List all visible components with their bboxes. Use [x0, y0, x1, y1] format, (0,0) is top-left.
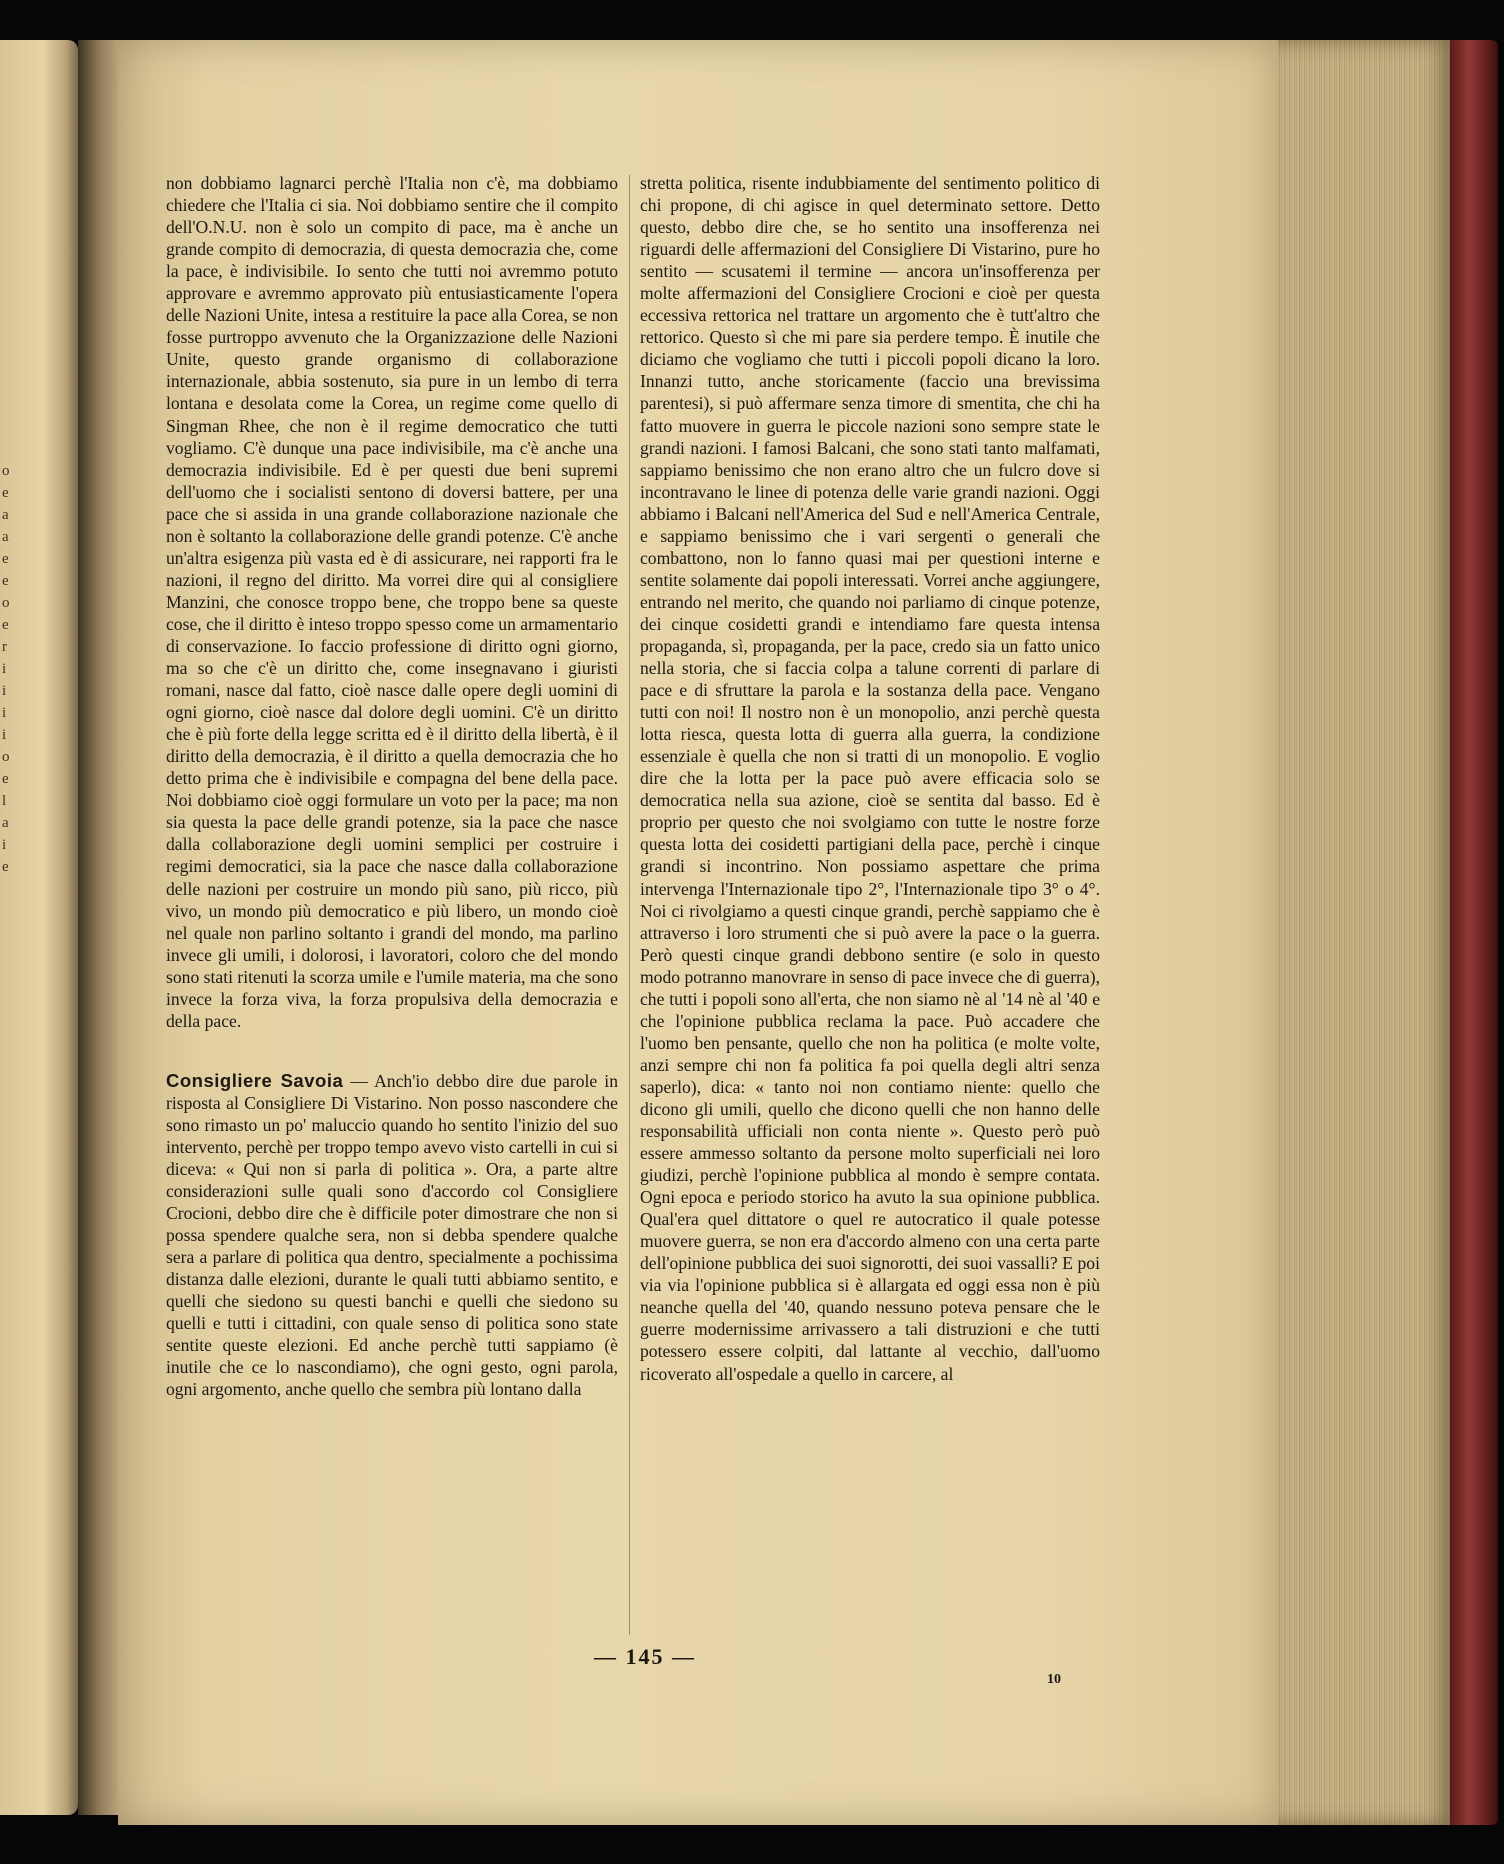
edge-letter: e	[2, 617, 9, 633]
paragraph-left-2	[166, 1070, 618, 1401]
page-number: — 145 —	[594, 1644, 696, 1669]
edge-letter: o	[2, 595, 10, 611]
left-page-cut-text	[2, 460, 22, 1660]
edge-letter: e	[2, 859, 9, 875]
column-divider	[629, 175, 630, 1635]
right-text-column	[640, 172, 1100, 1385]
page-edges-stack	[1270, 40, 1450, 1825]
edge-letter: a	[2, 529, 9, 545]
signature-mark: 10	[1047, 1672, 1061, 1687]
edge-letter: i	[2, 683, 7, 699]
edge-letter: e	[2, 551, 9, 567]
edge-letter: e	[2, 771, 9, 787]
edge-letter: o	[2, 749, 10, 765]
edge-letter: i	[2, 837, 7, 853]
edge-letter: e	[2, 485, 9, 501]
paragraph-left-1: non dobbiamo lagnarci perchè l'Italia non c'è, ma dobbiamo chiedere che l'Italia ci sia. Noi dobbiamo sentire che il compito dell'O.N.U. non è solo un compito di pace, ma è anche un grande compito di democrazia, di questa democrazia che, come la pace, è indivisibile. Io sento che tutti noi avremmo potuto approvare e avremmo approvato più entusiasticamente l'opera delle Nazioni Unite, intesa a restituire la pace alla Corea, se non fosse purtroppo avvenuto che la Organizzazione delle Nazioni Unite, questo grande organismo di collaborazione internazionale, abbia sostenuto, sia pure in un lembo di terra lontana e desolata come la Corea, un regime come quello di Singman Rhee, che non è il regime democratico che tutti vogliamo. C'è dunque una pace indivisibile, ma c'è anche una democrazia indivisibile. Ed è per questi due beni supremi dell'uomo che i socialisti sentono di doversi battere, per una pace che si assida in una grande collaborazione nazionale che non è soltanto la collaborazione delle grandi potenze. C'è anche un'altra esigenza più vasta ed è di assicurare, nei rapporti fra le nazioni, il regno del diritto. Ma vorrei dire qui al consigliere Manzini, che conosce troppo bene, che troppo bene sa queste cose, che il diritto è inteso troppo spesso come un armamentario di conservazione. Io faccio professione di diritto ogni giorno, ma so che c'è un diritto che, come insegnavano i giuristi romani, nasce dal fatto, cioè nasce dalle opere degli uomini di ogni giorno, cioè nasce dal dolore degli uomini. C'è un diritto che è più forte della legge scritta ed è il diritto della libertà, è il diritto della democrazia, è il diritto a quella democrazia che ho detto prima che è indivisibile e compagna del bene della pace. Noi dobbiamo cioè oggi formulare un voto per la pace; ma non sia questa la pace delle grandi potenze, sia la pace che nasce dalla collaborazione degli uomini semplici per costruire i regimi democratici, sia la pace che nasce dalla collaborazione delle nazioni per costruire un mondo più sano, più ricco, più vivo, un mondo più democratico e più libero, un mondo cioè nel quale non parlino soltanto i grandi del mondo, ma parlino invece gli umili, i dolorosi, i lavoratori, coloro che del mondo sono stati ritenuti la scorza umile e l'umile materia, ma che sono invece la forza viva, la forza propulsiva della democrazia e della pace.	[166, 173, 618, 1031]
paragraph-gap	[166, 1032, 618, 1070]
book-cover-edge	[1450, 40, 1498, 1825]
edge-letter: o	[2, 463, 10, 479]
paragraph-right-1: stretta politica, risente indubbiamente del sentimento politico di chi propone, di chi agisce in quel determinato settore. Detto questo, debbo dire che, se ho sentito una insofferenza nei riguardi delle affermazioni del Consigliere Di Vistarino, pure ho sentito — scusatemi il termine — ancora un'insofferenza per molte affermazioni del Consigliere Crocioni e cioè per questa eccessiva rettorica nel trattare un argomento che è tutt'altro che rettorico. Questo sì che mi pare sia perdere tempo. È inutile che diciamo che vogliamo che tutti i piccoli popoli dicano la loro. Innanzi tutto, anche storicamente (faccio una brevissima parentesi), si può affermare senza timore di smentita, che chi ha fatto muovere in guerra le piccole nazioni sono sempre state le grandi nazioni. I famosi Balcani, che sono stati tanto malfamati, sappiamo benissimo che non erano altro che un fulcro dove si incontravano le linee di potenza delle varie grandi nazioni. Oggi abbiamo i Balcani nell'America del Sud e nell'America Centrale, e sappiamo benissimo che i vari sergenti o generali che combattono, non lo fanno quasi mai per questioni interne e sentite solamente dai popoli interessati. Vorrei anche aggiungere, entrando nel merito, che quando noi parliamo di cinque potenze, dei cinque cosidetti grandi e intendiamo fare questa intensa propaganda, sì, propaganda, per la pace, credo sia un fatto unico nella storia, che si faccia colpa a talune correnti di parlare di pace e di sfruttare la parola e la sostanza della pace. Vengano tutti con noi! Il nostro non è un monopolio, anzi perchè questa lotta riesca, questa lotta di guerra alla guerra, la condizione essenziale è quella che non si tratti di un monopolio. E voglio dire che la lotta per la pace può avere efficacia solo se democratica nella sua azione, cioè se sentita dal basso. Ed è proprio per questo che noi svolgiamo con tutte le nostre forze questa lotta dei cosidetti partigiani della pace, perchè i cinque grandi si incontrino. Non possiamo aspettare che prima intervenga l'Internazionale tipo 2°, l'Internazionale tipo 3° o 4°. Noi ci rivolgiamo a questi cinque grandi, perchè sappiamo che è attraverso i loro strumenti che si può avere la pace o la guerra. Però questi cinque grandi debbono sentire (e solo in questo modo potranno manovrare in senso di pace invece che di guerra), che tutti i popoli sono all'erta, che non siamo nè al '14 nè al '40 e che l'opinione pubblica reclama la pace. Può accadere che l'uomo ben pensante, quello che non ha politica (e molte volte, anzi sempre chi non fa politica fa poi quella degli altri senza saperlo), dica: « tanto noi non contiamo niente: quello che dicono gli umili, quello che dicono quelli che non hanno delle responsabilità ufficiali non conta niente ». Questo però può essere ammesso soltanto da persone molto superficiali nei loro giudizi, perchè l'opinione pubblica al mondo è sempre contata. Ogni epoca e periodo storico ha avuto la sua opinione pubblica. Qual'era quel dittatore o quel re autocratico il quale potesse muovere guerra, se non era d'accordo almeno con una certa parte dell'opinione pubblica dei suoi signorotti, dei suoi vassalli? E poi via via l'opinione pubblica si è allargata ed oggi essa non è più neanche quella del '40, quando nessuno poteva pensare che le guerre modernissime arrivassero a tali distruzioni e che tutti potessero essere colpiti, dal lattante al vecchio, dall'uomo ricoverato all'ospedale a quello in carcere, al	[640, 173, 1100, 1384]
edge-letter: l	[2, 793, 7, 809]
facing-left-page	[0, 40, 78, 1815]
edge-letter: a	[2, 507, 9, 523]
edge-letter: r	[2, 639, 7, 655]
edge-letter: i	[2, 705, 7, 721]
speaker-name: Consigliere Savoia	[166, 1069, 344, 1091]
speaker-text: — Anch'io debbo dire due parole in risposta al Consigliere Di Vistarino. Non posso nascondere che sono rimasto un po' maluccio quando ho sentito l'inizio del suo intervento, perchè per troppo tempo avevo visto cartelli in cui si diceva: « Qui non si parla di politica ». Ora, a parte altre considerazioni sulle quali sono d'accordo col Consigliere Crocioni, debbo dire che è difficile poter dimostrare che non si possa spendere qualche sera, non si debba spendere qualche sera a parlare di politica qua dentro, specialmente a pochissima distanza dalle elezioni, durante le quali tutti abbiamo sentito, e quelli che siedono su questi banchi e quelli che siedono su quelli e tutti i cittadini, con quale senso di politica sono state sentite queste elezioni. Ed anche perchè tutti sappiamo (è inutile che ce lo nascondiamo), che ogni gesto, ogni parola, ogni argomento, anche quello che sembra più lontano dalla	[166, 1070, 618, 1400]
edge-letter: i	[2, 727, 7, 743]
edge-letter: i	[2, 661, 7, 677]
left-text-column	[166, 172, 618, 1401]
edge-letter: e	[2, 573, 9, 589]
edge-letter: a	[2, 815, 9, 831]
